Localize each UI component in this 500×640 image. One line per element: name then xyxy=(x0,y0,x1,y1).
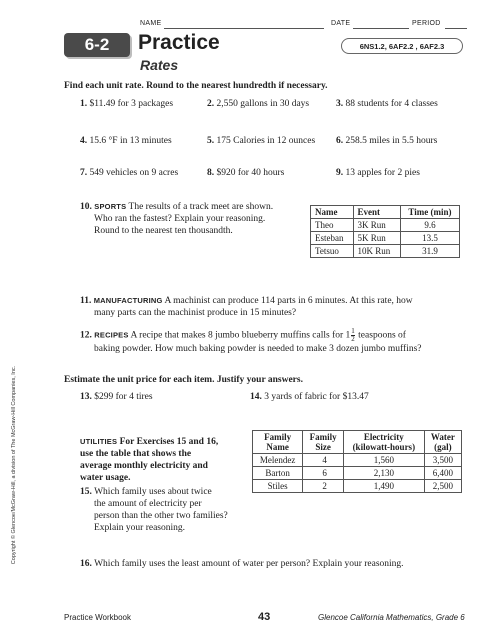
problem-2: 2. 2,550 gallons in 30 days xyxy=(207,99,310,109)
fraction-one-half: $\frac{1}{2}$ xyxy=(351,327,355,343)
table-cell: Theo xyxy=(311,219,354,232)
table-header-row xyxy=(311,206,460,219)
problem-8: 8. $920 for 40 hours xyxy=(207,168,285,178)
section1-directions: Find each unit rate. Round to the nearest hundredth if necessary. xyxy=(64,81,328,91)
table-cell: 6,400 xyxy=(424,467,461,480)
copyright-notice: Copyright © Glencoe/McGraw-Hill, a division of The McGraw-Hill Companies, Inc. xyxy=(11,365,17,565)
utilities-table xyxy=(252,430,462,493)
problem-13: 13. $299 for 4 tires xyxy=(80,392,153,402)
table-cell: 2 xyxy=(303,480,344,493)
problem-6: 6. 258.5 miles in 5.5 hours xyxy=(336,136,438,146)
table-cell: 9.6 xyxy=(400,219,459,232)
table-row xyxy=(253,467,462,480)
date-line[interactable] xyxy=(353,28,409,29)
problem-9: 9. 13 apples for 2 pies xyxy=(336,168,420,178)
problem-11: 11. MANUFACTURING A machinist can produce 114 parts in 6 minutes. At this rate, how many parts can the machinist produce in 15 minutes? xyxy=(80,296,413,318)
page-number: 43 xyxy=(258,611,271,623)
table-cell: 3,500 xyxy=(424,454,461,467)
table-cell: Tetsuo xyxy=(311,245,354,258)
problem-7: 7. 549 vehicles on 9 acres xyxy=(80,168,179,178)
column-header: Event xyxy=(353,206,400,219)
table-row xyxy=(311,245,460,258)
table-cell: 3K Run xyxy=(353,219,400,232)
name-label: NAME xyxy=(140,20,162,27)
table-row xyxy=(311,232,460,245)
footer-book-title: Glencoe California Mathematics, Grade 6 xyxy=(318,613,465,622)
problem-15: 15. Which family uses about twice the amount of electricity per person than the other two families? Explain your reasoning. xyxy=(80,487,228,533)
period-line[interactable] xyxy=(445,28,467,29)
date-label: DATE xyxy=(331,20,351,27)
table-header-row xyxy=(253,431,462,454)
problem-12: 12. RECIPES A recipe that makes 8 jumbo blueberry muffins calls for 1 $\frac{1}{2}$ teaspoons of baking powder. How much baking powder is needed to make 3 dozen jumbo muffins? xyxy=(80,327,422,354)
table-row xyxy=(253,454,462,467)
column-header: Electricity (kilowatt-hours) xyxy=(343,431,424,454)
table-cell: 1,560 xyxy=(343,454,424,467)
column-header: Name xyxy=(311,206,354,219)
utilities-intro: UTILITIES For Exercises 15 and 16, use the table that shows the average monthly electricity and water usage. xyxy=(80,437,219,483)
period-label: PERIOD xyxy=(412,20,441,27)
problem-5: 5. 175 Calories in 12 ounces xyxy=(207,136,316,146)
track-meet-table xyxy=(310,205,460,258)
name-line[interactable] xyxy=(164,28,324,29)
table-cell: 1,490 xyxy=(343,480,424,493)
problem-1: 1. $11.49 for 3 packages xyxy=(80,99,174,109)
lesson-badge: 6-2 xyxy=(64,33,130,57)
section2-directions: Estimate the unit price for each item. Justify your answers. xyxy=(64,375,303,385)
table-cell: 2,130 xyxy=(343,467,424,480)
table-cell: Melendez xyxy=(253,454,303,467)
footer-workbook-title: Practice Workbook xyxy=(64,613,131,622)
table-cell: 13.5 xyxy=(400,232,459,245)
page-title: Practice xyxy=(138,31,220,54)
problem-10: 10. SPORTS The results of a track meet are shown. Who ran the fastest? Explain your reasoning. Round to the nearest ten thousandth. xyxy=(80,202,274,236)
table-row xyxy=(253,480,462,493)
column-header: Time (min) xyxy=(400,206,459,219)
standards-badge: 6NS1.2, 6AF2.2 , 6AF2.3 xyxy=(341,38,463,54)
problem-14: 14. 3 yards of fabric for $13.47 xyxy=(250,392,369,402)
table-cell: 5K Run xyxy=(353,232,400,245)
table-row xyxy=(311,219,460,232)
lesson-subtitle: Rates xyxy=(140,57,179,73)
table-cell: 6 xyxy=(303,467,344,480)
problem-4: 4. 15.6 °F in 13 minutes xyxy=(80,136,172,146)
column-header: Family Name xyxy=(253,431,303,454)
problem-3: 3. 88 students for 4 classes xyxy=(336,99,438,109)
column-header: Family Size xyxy=(303,431,344,454)
column-header: Water (gal) xyxy=(424,431,461,454)
table-cell: Stiles xyxy=(253,480,303,493)
table-cell: 4 xyxy=(303,454,344,467)
problem-16: 16. Which family uses the least amount of water per person? Explain your reasoning. xyxy=(80,559,404,569)
table-cell: 2,500 xyxy=(424,480,461,493)
table-cell: Esteban xyxy=(311,232,354,245)
table-cell: 31.9 xyxy=(400,245,459,258)
table-cell: Barton xyxy=(253,467,303,480)
table-cell: 10K Run xyxy=(353,245,400,258)
